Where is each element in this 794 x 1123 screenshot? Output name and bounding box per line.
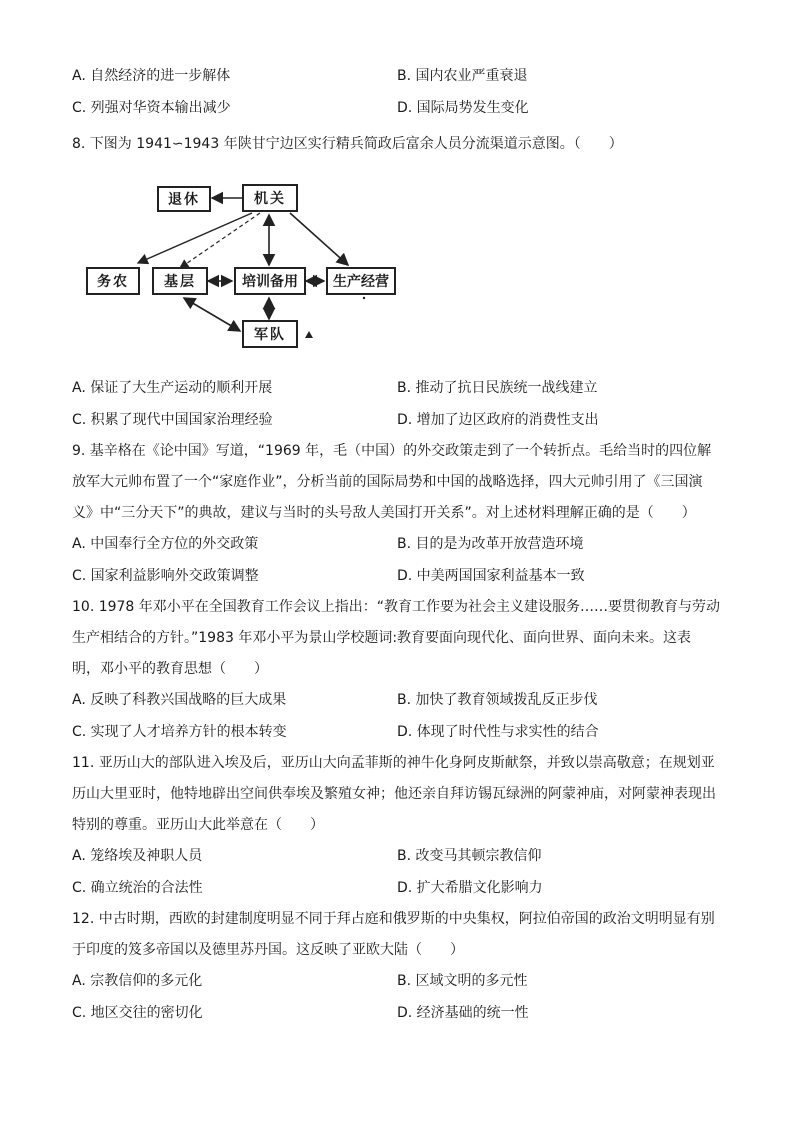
- node-peixun: 培训备用: [234, 267, 306, 295]
- node-shengchan: 生产经营: [326, 267, 396, 295]
- q10-option-b: B. 加快了教育领域拨乱反正步伐: [397, 692, 598, 708]
- q12-option-b: B. 区域文明的多元性: [397, 973, 528, 989]
- node-jundui: 军队: [242, 320, 298, 348]
- q11-option-c: C. 确立统治的合法性: [72, 880, 203, 896]
- q12-option-d: D. 经济基础的统一性: [397, 1005, 529, 1021]
- q7-option-b: B. 国内农业严重衰退: [397, 68, 528, 84]
- q7-option-a: A. 自然经济的进一步解体: [72, 68, 231, 84]
- arrow-jiceng-jundui: [184, 298, 240, 331]
- node-jiceng: 基层: [152, 267, 208, 295]
- q9-stem-line-3: 义》中“三分天下”的典故，建议与当时的头号敌人美国打开关系”。对上述材料理解正确的是（ ）: [72, 505, 696, 521]
- q11-stem-line-3: 特别的尊重。亚历山大此举意在（ ）: [72, 817, 324, 833]
- stray-dot: [363, 297, 365, 299]
- q8-option-c: C. 积累了现代中国国家治理经验: [72, 412, 273, 428]
- node-wunong: 务农: [86, 267, 140, 295]
- q7-option-d: D. 国际局势发生变化: [397, 100, 529, 116]
- q9-option-a: A. 中国奉行全方位的外交政策: [72, 536, 259, 552]
- q11-option-a: A. 笼络埃及神职人员: [72, 848, 203, 864]
- q12-stem-line-1: 12. 中古时期，西欧的封建制度明显不同于拜占庭和俄罗斯的中央集权，阿拉伯帝国的政治文明明显有别: [72, 911, 715, 927]
- stray-mark: [305, 331, 313, 338]
- flow-diagram: [80, 175, 410, 355]
- q8-option-a: A. 保证了大生产运动的顺利开展: [72, 380, 273, 396]
- q9-stem-line-1: 9. 基辛格在《论中国》写道，“1969 年，毛（中国）的外交政策走到了一个转折点。毛给当时的四位解: [72, 443, 712, 459]
- q10-stem-line-1: 10. 1978 年邓小平在全国教育工作会议上指出：“教育工作要为社会主义建设服务……要贯彻教育与劳动: [72, 599, 721, 615]
- q12-option-a: A. 宗教信仰的多元化: [72, 973, 203, 989]
- node-jiguan: 机关: [242, 184, 298, 212]
- q7-option-c: C. 列强对华资本输出减少: [72, 100, 231, 116]
- node-tuixiu: 退休: [157, 186, 211, 212]
- q9-option-c: C. 国家利益影响外交政策调整: [72, 568, 259, 584]
- q9-option-b: B. 目的是为改革开放营造环境: [397, 536, 584, 552]
- arrow-jiguan-wunong: [138, 213, 252, 263]
- q10-stem-line-3: 明，邓小平的教育思想（ ）: [72, 661, 268, 677]
- q10-stem-line-2: 生产相结合的方针。”1983 年邓小平为景山学校题词:教育要面向现代化、面向世界、面向未来。这表: [72, 630, 692, 646]
- q10-option-a: A. 反映了科教兴国战略的巨大成果: [72, 692, 287, 708]
- q8-option-d: D. 增加了边区政府的消费性支出: [397, 412, 599, 428]
- q12-option-c: C. 地区交往的密切化: [72, 1005, 203, 1021]
- arrow-jiguan-shengchan: [290, 213, 348, 265]
- q12-stem-line-2: 于印度的笈多帝国以及德里苏丹国。这反映了亚欧大陆（ ）: [72, 942, 464, 958]
- q9-option-d: D. 中美两国国家利益基本一致: [397, 568, 585, 584]
- q8-stem: 8. 下图为 1941∽1943 年陕甘宁边区实行精兵简政后富余人员分流渠道示意图。（ ）: [72, 136, 623, 152]
- q11-option-d: D. 扩大希腊文化影响力: [397, 880, 543, 896]
- arrow-jiguan-jiceng: [180, 213, 260, 268]
- q10-option-d: D. 体现了时代性与求实性的结合: [397, 724, 599, 740]
- q8-option-b: B. 推动了抗日民族统一战线建立: [397, 380, 598, 396]
- q10-option-c: C. 实现了人才培养方针的根本转变: [72, 724, 287, 740]
- q11-option-b: B. 改变马其顿宗教信仰: [397, 848, 542, 864]
- q11-stem-line-1: 11. 亚历山大的部队进入埃及后，亚历山大向孟菲斯的神牛化身阿皮斯献祭，并致以崇高敬意；在规划亚: [72, 755, 715, 771]
- q11-stem-line-2: 历山大里亚时，他特地辟出空间供奉埃及繁殖女神；他还亲自拜访锡瓦绿洲的阿蒙神庙，对阿蒙神表现出: [72, 786, 716, 802]
- q9-stem-line-2: 放军大元帅布置了一个“家庭作业”，分析当前的国际局势和中国的战略选择，四大元帅引用了《三国演: [72, 474, 703, 490]
